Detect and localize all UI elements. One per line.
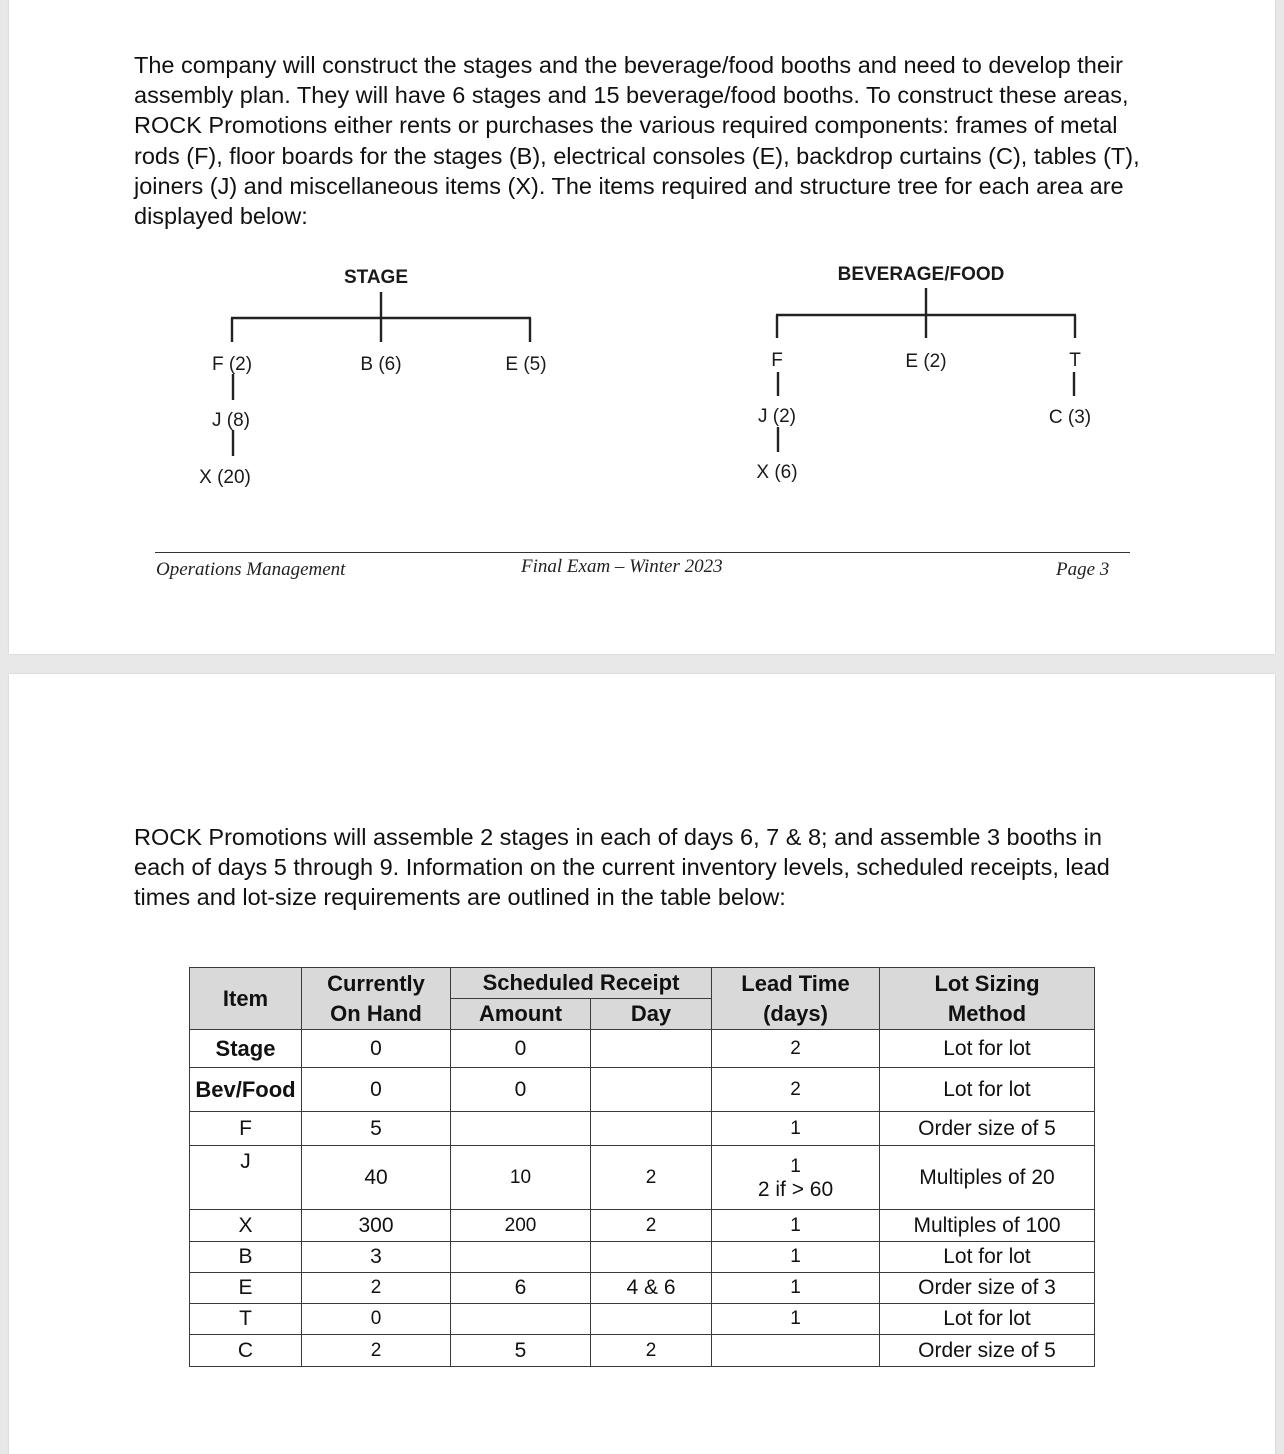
cell-item: J [190, 1146, 302, 1210]
cell-amount [451, 1112, 591, 1146]
header-on-hand: Currently On Hand [302, 968, 451, 1030]
header-lot-sizing: Lot Sizing Method [880, 968, 1095, 1030]
table-row [190, 1335, 1095, 1367]
cell-item: Bev/Food [190, 1068, 302, 1112]
cell-lead: 1 [712, 1273, 880, 1304]
cell-day [591, 1304, 712, 1335]
stage-node-e: E (5) [505, 354, 547, 375]
cell-on-hand: 40 [302, 1146, 451, 1210]
cell-amount: 0 [451, 1068, 591, 1112]
cell-day [591, 1030, 712, 1068]
cell-lead: 2 [712, 1030, 880, 1068]
cell-lot: Lot for lot [880, 1030, 1095, 1068]
cell-on-hand: 3 [302, 1242, 451, 1273]
cell-lead: 2 [712, 1068, 880, 1112]
cell-lead [712, 1335, 880, 1367]
stage-node-j: J (8) [212, 410, 250, 431]
cell-lot: Order size of 3 [880, 1273, 1095, 1304]
cell-lead: 1 2 if > 60 [712, 1146, 880, 1210]
cell-item: Stage [190, 1030, 302, 1068]
cell-day: 2 [591, 1210, 712, 1242]
cell-amount: 0 [451, 1030, 591, 1068]
header-scheduled-receipt: Scheduled Receipt [451, 968, 712, 999]
cell-item: E [190, 1273, 302, 1304]
stage-node-b: B (6) [360, 354, 402, 375]
cell-on-hand: 2 [302, 1335, 451, 1367]
cell-day: 4 & 6 [591, 1273, 712, 1304]
cell-amount: 6 [451, 1273, 591, 1304]
footer-exam: Final Exam – Winter 2023 [521, 556, 723, 577]
cell-on-hand: 0 [302, 1030, 451, 1068]
cell-lot: Lot for lot [880, 1068, 1095, 1112]
cell-item: B [190, 1242, 302, 1273]
bev-node-j: J (2) [758, 406, 796, 427]
cell-lot: Order size of 5 [880, 1335, 1095, 1367]
cell-lead: 1 [712, 1210, 880, 1242]
cell-day [591, 1068, 712, 1112]
cell-lot: Multiples of 20 [880, 1146, 1095, 1210]
cell-item: T [190, 1304, 302, 1335]
header-lead-time: Lead Time (days) [712, 968, 880, 1030]
table-row [190, 1068, 1095, 1112]
cell-amount [451, 1304, 591, 1335]
table-row [190, 1304, 1095, 1335]
header-day: Day [591, 999, 712, 1030]
footer-page-number: Page 3 [1056, 559, 1110, 580]
intro-paragraph: The company will construct the stages and the beverage/food booths and need to develop their assembly plan. They will have 6 stages and 15 beverage/food booths. To construct these areas, ROCK Promotions either rents or purchases the various required components: frames of metal rods (F), floor boards for the stages (B), electrical consoles (E), backdrop curtains (C), tables (T), joiners (J) and miscellaneous items (X). The items required and structure tree for each area are displayed below: [134, 52, 1140, 230]
cell-day: 2 [591, 1146, 712, 1210]
cell-on-hand: 0 [302, 1304, 451, 1335]
cell-lead: 1 [712, 1112, 880, 1146]
cell-lot: Lot for lot [880, 1242, 1095, 1273]
table-row [190, 1242, 1095, 1273]
cell-on-hand: 0 [302, 1068, 451, 1112]
stage-node-x: X (20) [199, 467, 251, 488]
cell-day [591, 1242, 712, 1273]
cell-lot: Lot for lot [880, 1304, 1095, 1335]
stage-node-f: F (2) [211, 354, 253, 375]
stage-tree-title: STAGE [343, 267, 409, 288]
cell-item: F [190, 1112, 302, 1146]
cell-amount: 200 [451, 1210, 591, 1242]
cell-on-hand: 5 [302, 1112, 451, 1146]
footer-course: Operations Management [156, 559, 346, 580]
cell-amount: 5 [451, 1335, 591, 1367]
cell-amount [451, 1242, 591, 1273]
table-row [190, 1273, 1095, 1304]
cell-amount: 10 [451, 1146, 591, 1210]
bev-node-f: F [771, 350, 783, 371]
cell-day: 2 [591, 1335, 712, 1367]
table-row [190, 1146, 1095, 1210]
bev-tree-title: BEVERAGE/FOOD [837, 264, 1005, 285]
cell-item: X [190, 1210, 302, 1242]
cell-on-hand: 2 [302, 1273, 451, 1304]
cell-lot: Order size of 5 [880, 1112, 1095, 1146]
header-amount: Amount [451, 999, 591, 1030]
header-item: Item [190, 968, 302, 1030]
cell-on-hand: 300 [302, 1210, 451, 1242]
bev-node-x: X (6) [756, 462, 798, 483]
cell-lead: 1 [712, 1242, 880, 1273]
cell-lot: Multiples of 100 [880, 1210, 1095, 1242]
bev-node-c: C (3) [1048, 407, 1092, 428]
inventory-table [189, 967, 1095, 1367]
table-row [190, 1210, 1095, 1242]
cell-item: C [190, 1335, 302, 1367]
table-row [190, 1030, 1095, 1068]
footer-rule [155, 552, 1130, 553]
cell-day [591, 1112, 712, 1146]
table-row [190, 1112, 1095, 1146]
bev-node-e: E (2) [905, 351, 947, 372]
bev-node-t: T [1069, 350, 1081, 371]
schedule-paragraph: ROCK Promotions will assemble 2 stages in each of days 6, 7 & 8; and assemble 3 booths in each of days 5 through 9. Information on the current inventory levels, scheduled receipts, lead times and lot-size requirements are outlined in the table below: [134, 824, 1110, 911]
cell-lead: 1 [712, 1304, 880, 1335]
